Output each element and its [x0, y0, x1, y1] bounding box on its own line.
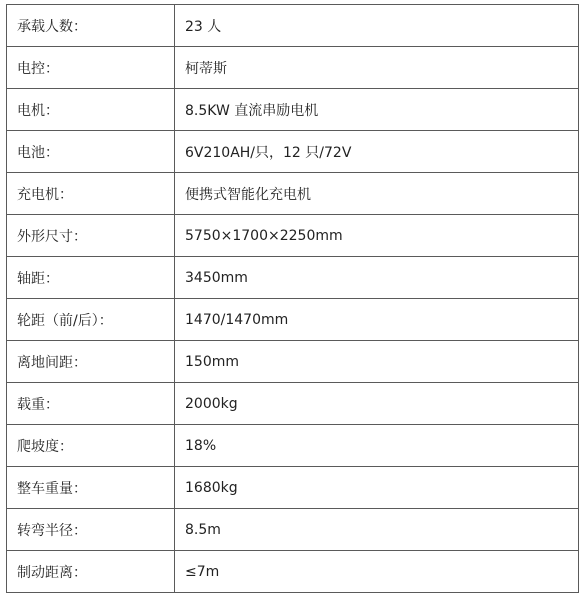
spec-label: 轴距： [7, 257, 175, 299]
table-row [7, 47, 579, 89]
table-row [7, 257, 579, 299]
table-row [7, 215, 579, 257]
spec-value: 5750×1700×2250mm [175, 215, 579, 257]
spec-label: 制动距离： [7, 551, 175, 593]
table-row [7, 383, 579, 425]
table-row [7, 341, 579, 383]
table-row [7, 467, 579, 509]
spec-label: 电机： [7, 89, 175, 131]
spec-table [6, 4, 579, 593]
spec-label: 外形尺寸： [7, 215, 175, 257]
table-row [7, 551, 579, 593]
table-row [7, 131, 579, 173]
table-row [7, 5, 579, 47]
spec-label: 轮距（前/后）： [7, 299, 175, 341]
table-row [7, 299, 579, 341]
spec-value: ≤7m [175, 551, 579, 593]
spec-label: 充电机： [7, 173, 175, 215]
spec-value: 18% [175, 425, 579, 467]
spec-value: 3450mm [175, 257, 579, 299]
spec-value: 6V210AH/只，12 只/72V [175, 131, 579, 173]
table-row [7, 509, 579, 551]
spec-value: 柯蒂斯 [175, 47, 579, 89]
spec-value: 便携式智能化充电机 [175, 173, 579, 215]
spec-label: 电控： [7, 47, 175, 89]
spec-value: 150mm [175, 341, 579, 383]
spec-label: 转弯半径： [7, 509, 175, 551]
spec-value: 8.5m [175, 509, 579, 551]
spec-value: 1470/1470mm [175, 299, 579, 341]
spec-label: 爬坡度： [7, 425, 175, 467]
spec-value: 8.5KW 直流串励电机 [175, 89, 579, 131]
spec-label: 离地间距： [7, 341, 175, 383]
spec-label: 整车重量： [7, 467, 175, 509]
spec-value: 1680kg [175, 467, 579, 509]
table-row [7, 173, 579, 215]
table-row [7, 425, 579, 467]
table-row [7, 89, 579, 131]
spec-label: 电池： [7, 131, 175, 173]
spec-value: 23 人 [175, 5, 579, 47]
spec-label: 载重： [7, 383, 175, 425]
spec-value: 2000kg [175, 383, 579, 425]
spec-label: 承载人数： [7, 5, 175, 47]
